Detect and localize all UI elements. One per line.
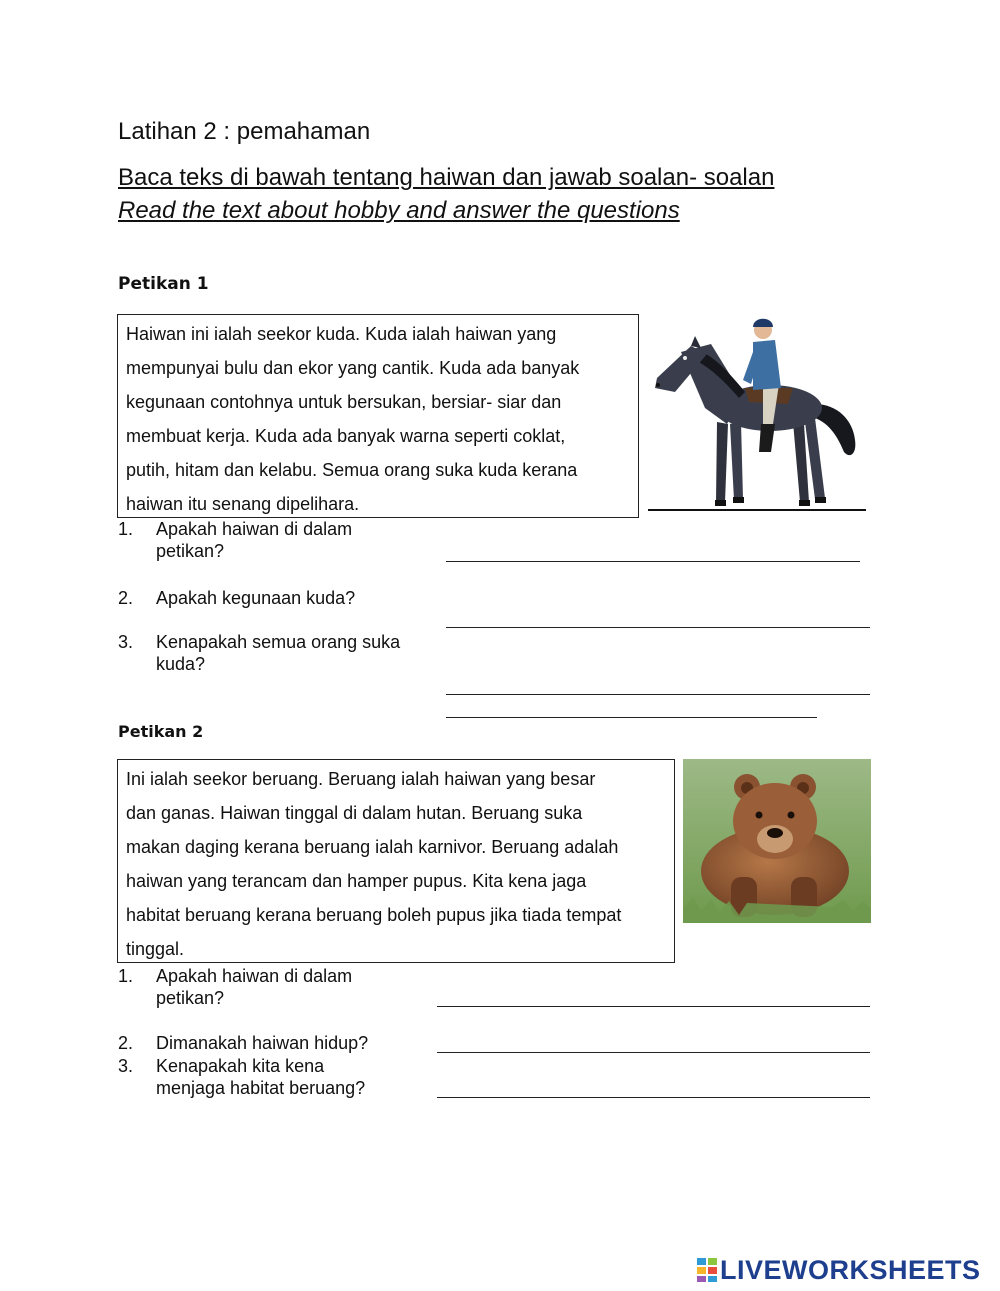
passage-line: Ini ialah seekor beruang. Beruang ialah haiwan yang besar [126,769,596,789]
question-number: 1. [118,966,134,986]
question-number: 3. [118,632,134,652]
answer-line[interactable] [446,694,870,695]
instruction-malay: Baca teks di bawah tentang haiwan dan jawab soalan- soalan [118,164,775,191]
passage-1-question-2 [118,587,448,611]
question-text: Apakah kegunaan kuda? [156,588,356,608]
question-text: Apakah haiwan di dalam petikan? [156,519,353,561]
passage-1-heading: Petikan 1 [118,274,209,294]
horse-rider-illustration [645,312,870,517]
passage-line: tinggal. [126,939,185,959]
question-number: 3. [118,1056,134,1076]
answer-line[interactable] [437,1052,870,1053]
instruction-english: Read the text about hobby and answer the questions [118,197,680,224]
answer-line[interactable] [446,717,817,718]
question-text: Apakah haiwan di dalam petikan? [156,966,353,1008]
passage-2-text [117,759,675,963]
question-text: Kenapakah semua orang suka kuda? [156,632,401,674]
passage-line: Haiwan ini ialah seekor kuda. Kuda ialah haiwan yang [126,324,557,344]
passage-1-text [117,314,639,518]
logo-blocks-icon [697,1258,717,1282]
passage-line: dan ganas. Haiwan tinggal di dalam hutan. Beruang suka [126,803,583,823]
passage-2-question-1 [118,965,438,1013]
passage-line: makan daging kerana beruang ialah karnivor. Beruang adalah [126,837,619,857]
question-text: Dimanakah haiwan hidup? [156,1033,369,1053]
answer-line[interactable] [437,1097,870,1098]
question-number: 2. [118,588,134,608]
passage-1-question-1 [118,518,448,566]
passage-line: mempunyai bulu dan ekor yang cantik. Kuda ada banyak [126,358,580,378]
passage-line: putih, hitam dan kelabu. Semua orang suka kuda kerana [126,460,578,480]
passage-line: habitat beruang kerana beruang boleh pupus jika tiada tempat [126,905,622,925]
logo-text: LIVEWORKSHEETS [720,1255,981,1285]
answer-line[interactable] [446,561,860,562]
question-text: Kenapakah kita kena menjaga habitat beruang? [156,1056,366,1098]
worksheet-title: Latihan 2 : pemahaman [118,118,371,145]
answer-line[interactable] [446,627,870,628]
passage-1-question-3 [118,631,448,679]
passage-line: kegunaan contohnya untuk bersukan, bersiar- siar dan [126,392,562,412]
question-number: 2. [118,1033,134,1053]
passage-2-question-2 [118,1032,438,1056]
liveworksheets-logo [697,1255,981,1286]
passage-line: haiwan itu senang dipelihara. [126,494,360,514]
answer-line[interactable] [437,1006,870,1007]
passage-2-question-3 [118,1055,438,1103]
passage-2-heading: Petikan 2 [118,722,204,741]
passage-line: membuat kerja. Kuda ada banyak warna seperti coklat, [126,426,566,446]
passage-line: haiwan yang terancam dan hamper pupus. Kita kena jaga [126,871,587,891]
question-number: 1. [118,519,134,539]
bear-photo [683,759,871,923]
